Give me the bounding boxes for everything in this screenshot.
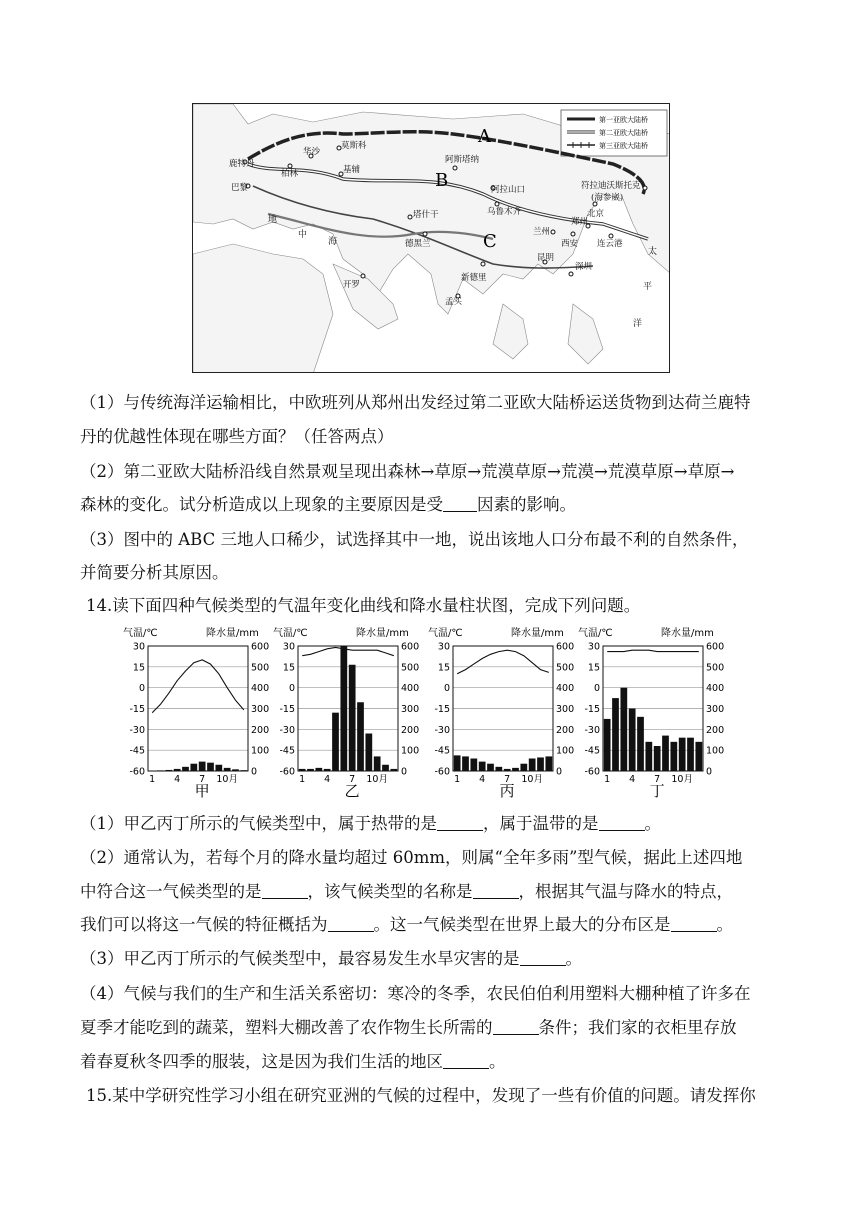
q13-p3b: 并简要分析其原因。 <box>80 563 229 582</box>
precip-tick-label: 0 <box>556 766 563 778</box>
precip-bar <box>382 765 389 771</box>
temp-tick-label: 0 <box>593 683 600 695</box>
q14-p2b: 中符合这一气候类型的是 ，该气候类型的名称是 ，根据其气温与降水的特点， <box>80 882 733 901</box>
precip-bar <box>332 713 339 771</box>
precip-bar <box>645 742 652 771</box>
precip-bar <box>504 769 511 771</box>
precip-tick-label: 100 <box>401 745 420 757</box>
answer-blank[interactable] <box>493 1018 539 1035</box>
x-tick-label: 10月 <box>671 774 693 785</box>
q13-p2a: （2）第二亚欧大陆桥沿线自然景观呈现出森林→草原→荒漠草原→荒漠→荒漠草原→草原→ <box>80 462 735 481</box>
precip-tick-label: 300 <box>556 704 575 715</box>
precip-bar <box>670 742 677 771</box>
temperature-line <box>607 650 699 651</box>
chart-caption: 丁 <box>649 782 665 800</box>
city-label: 华沙 <box>303 147 321 157</box>
precip-bar <box>529 759 536 772</box>
x-tick-label: 4 <box>174 774 181 785</box>
precip-bar <box>224 768 231 771</box>
answer-blank[interactable] <box>437 814 483 831</box>
temp-axis-title: 气温/℃ <box>578 628 613 639</box>
x-tick-label: 7 <box>654 774 661 785</box>
x-tick-label: 7 <box>504 774 511 785</box>
precip-tick-label: 0 <box>706 766 713 778</box>
x-tick-label: 4 <box>479 774 486 785</box>
precip-axis-title: 降水量/mm <box>356 628 409 639</box>
q14-p1: （1）甲乙丙丁所示的气候类型中，属于热带的是 ，属于温带的是 。 <box>80 814 661 833</box>
temp-tick-label: 15 <box>587 662 600 674</box>
x-tick-label: 4 <box>629 774 636 785</box>
answer-blank[interactable] <box>520 949 566 966</box>
silk-road-map <box>192 103 670 373</box>
precip-tick-label: 200 <box>401 724 420 736</box>
answer-blank[interactable] <box>599 814 645 831</box>
temp-axis-title: 气温/℃ <box>123 628 158 639</box>
answer-blank[interactable] <box>473 882 519 899</box>
q15-text: 15.某中学研究性学习小组在研究亚洲的气候的过程中，发现了一些有价值的问题。请发挥你 <box>86 1086 756 1105</box>
precip-bar <box>470 759 477 772</box>
city-label: (海参崴) <box>591 193 624 203</box>
water-label: 海 <box>328 237 338 247</box>
precip-tick-label: 500 <box>401 662 420 674</box>
precip-bar <box>349 665 356 771</box>
x-tick-label: 1 <box>454 774 461 785</box>
x-tick-label: 10月 <box>521 774 543 785</box>
map-letter-c: C <box>483 231 497 252</box>
temp-tick-label: -30 <box>279 724 295 736</box>
city-label: 郑州 <box>571 217 589 227</box>
temp-tick-label: -45 <box>584 745 600 757</box>
precip-bar <box>315 768 322 771</box>
city-label: 基辅 <box>343 165 361 175</box>
city-label: 开罗 <box>343 280 361 290</box>
q14-p4a: （4）气候与我们的生产和生活关系密切：寒冷的冬季，农民伯伯利用塑料大棚种植了许多在 <box>80 984 751 1003</box>
precip-tick-label: 300 <box>706 704 725 715</box>
city-label: 德黑兰 <box>405 239 431 249</box>
city-label: 鹿特丹 <box>229 159 255 169</box>
climate-chart-ding <box>573 624 733 800</box>
precip-bar <box>199 762 206 771</box>
x-tick-label: 1 <box>604 774 611 785</box>
city-label: 西安 <box>561 239 579 249</box>
precip-bar <box>629 709 636 772</box>
x-tick-label: 10月 <box>366 774 388 785</box>
temp-tick-label: -15 <box>434 704 450 715</box>
temp-tick-label: -30 <box>584 724 600 736</box>
precip-bar <box>520 764 527 771</box>
q14-p2a: （2）通常认为，若每个月的降水量均超过 60mm，则属“全年多雨”型气候，据此上述四地 <box>80 848 743 867</box>
precip-tick-label: 600 <box>401 641 420 653</box>
climate-chart-yi <box>268 624 428 800</box>
q14-p4b: 夏季才能吃到的蔬菜，塑料大棚改善了农作物生长所需的 条件；我们家的衣柜里存放 <box>80 1018 737 1037</box>
temp-tick-label: 30 <box>132 641 145 653</box>
precip-bar <box>182 767 189 771</box>
q13-p1a: （1）与传统海洋运输相比，中欧班列从郑州出发经过第二亚欧大陆桥运送货物到达荷兰鹿特 <box>80 393 751 412</box>
precip-bar <box>215 765 222 771</box>
temp-tick-label: 30 <box>587 641 600 653</box>
temp-tick-label: 30 <box>437 641 450 653</box>
precip-tick-label: 400 <box>556 683 575 695</box>
precip-tick-label: 500 <box>706 662 725 674</box>
city-label: 莫斯科 <box>341 141 367 151</box>
precip-bar <box>174 769 181 771</box>
precip-bar <box>479 762 486 771</box>
precip-bar <box>240 770 247 771</box>
precip-tick-label: 600 <box>556 641 575 653</box>
q14-p3: （3）甲乙丙丁所示的气候类型中，最容易发生水旱灾害的是 。 <box>80 949 582 968</box>
temperature-line <box>302 647 394 655</box>
map-letter-a: A <box>478 126 491 147</box>
precip-bar <box>679 738 686 771</box>
city-label: 阿斯塔纳 <box>445 155 480 165</box>
x-tick-label: 1 <box>149 774 156 785</box>
city-label: 柏林 <box>281 169 299 179</box>
precip-bar <box>654 746 661 771</box>
temp-tick-label: -30 <box>129 724 145 736</box>
precip-tick-label: 300 <box>401 704 420 715</box>
precip-bar <box>487 764 494 771</box>
precip-tick-label: 0 <box>401 766 408 778</box>
temp-tick-label: -60 <box>584 766 600 778</box>
chart-caption: 甲 <box>194 782 210 800</box>
precip-bar <box>207 763 214 771</box>
precip-bar <box>462 756 469 771</box>
city-label: 阿拉山口 <box>491 185 526 195</box>
temp-tick-label: 15 <box>132 662 145 674</box>
answer-blank[interactable] <box>671 915 717 932</box>
answer-blank[interactable] <box>443 1052 489 1069</box>
city-label: 深圳 <box>575 262 593 272</box>
chart-caption: 丙 <box>499 782 515 800</box>
temp-tick-label: 15 <box>437 662 450 674</box>
precip-bar <box>390 769 397 771</box>
temp-tick-label: -45 <box>129 745 145 757</box>
precip-tick-label: 0 <box>251 766 258 778</box>
precip-tick-label: 200 <box>706 724 725 736</box>
precip-bar <box>374 756 381 771</box>
precip-bar <box>357 702 364 771</box>
q13-p1b: 丹的优越性体现在哪些方面？（任答两点） <box>80 427 394 446</box>
x-tick-label: 7 <box>349 774 356 785</box>
precip-tick-label: 400 <box>401 683 420 695</box>
x-tick-label: 4 <box>324 774 331 785</box>
precip-bar <box>545 756 552 771</box>
precip-bar <box>307 769 314 771</box>
q14-p2c: 我们可以将这一气候的特征概括为 。这一气候类型在世界上最大的分布区是 。 <box>80 915 733 934</box>
precip-bar <box>365 734 372 772</box>
precip-tick-label: 100 <box>706 745 725 757</box>
precip-tick-label: 600 <box>706 641 725 653</box>
legend-route-3: 第三亚欧大陆桥 <box>599 142 648 150</box>
x-tick-label: 10月 <box>216 774 238 785</box>
q13-p2b: 森林的变化。试分析造成以上现象的主要原因是受 因素的影响。 <box>80 495 576 514</box>
precip-bar <box>512 768 519 771</box>
precip-bar <box>190 764 197 771</box>
precip-bar <box>612 698 619 771</box>
temp-tick-label: -45 <box>434 745 450 757</box>
precip-axis-title: 降水量/mm <box>206 628 259 639</box>
legend-route-1: 第一亚欧大陆桥 <box>599 116 648 124</box>
precip-bar <box>324 769 331 771</box>
precip-tick-label: 500 <box>556 662 575 674</box>
climate-chart-jia <box>118 624 278 800</box>
map-letter-b: B <box>435 170 449 191</box>
temp-tick-label: -15 <box>279 704 295 715</box>
temp-tick-label: -15 <box>584 704 600 715</box>
water-label: 中 <box>298 230 308 240</box>
city-label: 新德里 <box>461 273 487 283</box>
precip-bar <box>687 738 694 771</box>
precip-bar <box>620 688 627 771</box>
precip-bar <box>165 770 172 771</box>
precip-bar <box>604 719 611 771</box>
q14-title: 14.读下面四种气候类型的气温年变化曲线和降水量柱状图，完成下列问题。 <box>86 596 641 615</box>
city-label: 连云港 <box>597 239 623 249</box>
x-tick-label: 7 <box>199 774 206 785</box>
q14-p4c: 着春夏秋冬四季的服装，这是因为我们生活的地区 。 <box>80 1052 506 1071</box>
temp-tick-label: 30 <box>282 641 295 653</box>
temp-tick-label: 0 <box>138 683 145 695</box>
precip-bar <box>662 736 669 771</box>
precip-bar <box>157 770 164 771</box>
precip-bar <box>537 757 544 771</box>
precip-bar <box>299 769 306 771</box>
precip-tick-label: 400 <box>251 683 270 695</box>
answer-blank[interactable] <box>443 495 477 512</box>
city-label: 孟买 <box>445 297 463 307</box>
x-tick-label: 1 <box>299 774 306 785</box>
precip-axis-title: 降水量/mm <box>511 628 564 639</box>
precip-tick-label: 400 <box>706 683 725 695</box>
precip-tick-label: 100 <box>556 745 575 757</box>
legend-route-2: 第二亚欧大陆桥 <box>599 129 648 137</box>
city-label: 乌鲁木齐 <box>487 207 522 217</box>
temp-axis-title: 气温/℃ <box>273 628 308 639</box>
city-label: 昆明 <box>537 253 555 263</box>
precip-bar <box>454 755 461 771</box>
city-label: 北京 <box>587 209 605 219</box>
temp-tick-label: -60 <box>279 766 295 778</box>
precip-bar <box>495 767 502 771</box>
precip-bar <box>637 717 644 771</box>
precip-bar <box>232 769 239 771</box>
precip-tick-label: 600 <box>251 641 270 653</box>
city-label: 符拉迪沃斯托克 <box>581 181 641 191</box>
answer-blank[interactable] <box>262 882 308 899</box>
city-label: 兰州 <box>533 227 551 237</box>
water-label: 地 <box>268 215 278 225</box>
city-label: 塔什干 <box>413 210 439 220</box>
water-label: 平 <box>643 282 653 292</box>
precip-tick-label: 100 <box>251 745 270 757</box>
temp-axis-title: 气温/℃ <box>428 628 463 639</box>
temp-tick-label: 15 <box>282 662 295 674</box>
temp-tick-label: -30 <box>434 724 450 736</box>
chart-caption: 乙 <box>344 782 360 800</box>
answer-blank[interactable] <box>328 915 374 932</box>
precip-tick-label: 200 <box>251 724 270 736</box>
temp-tick-label: 0 <box>443 683 450 695</box>
temp-tick-label: 0 <box>288 683 295 695</box>
climate-chart-bing <box>423 624 583 800</box>
temp-tick-label: -45 <box>279 745 295 757</box>
precip-axis-title: 降水量/mm <box>661 628 714 639</box>
q13-p3a: （3）图中的 ABC 三地人口稀少，试选择其中一地，说出该地人口分布最不利的自然条件， <box>80 530 749 549</box>
temp-tick-label: -60 <box>129 766 145 778</box>
city-label: 巴黎 <box>231 183 249 193</box>
precip-tick-label: 500 <box>251 662 270 674</box>
precip-bar <box>340 646 347 771</box>
temperature-line <box>457 650 549 674</box>
temperature-line <box>152 660 244 713</box>
temp-tick-label: -60 <box>434 766 450 778</box>
precip-bar <box>695 742 702 771</box>
water-label: 太 <box>648 247 658 257</box>
water-label: 洋 <box>633 319 643 329</box>
precip-tick-label: 200 <box>556 724 575 736</box>
precip-tick-label: 300 <box>251 704 270 715</box>
temp-tick-label: -15 <box>129 704 145 715</box>
